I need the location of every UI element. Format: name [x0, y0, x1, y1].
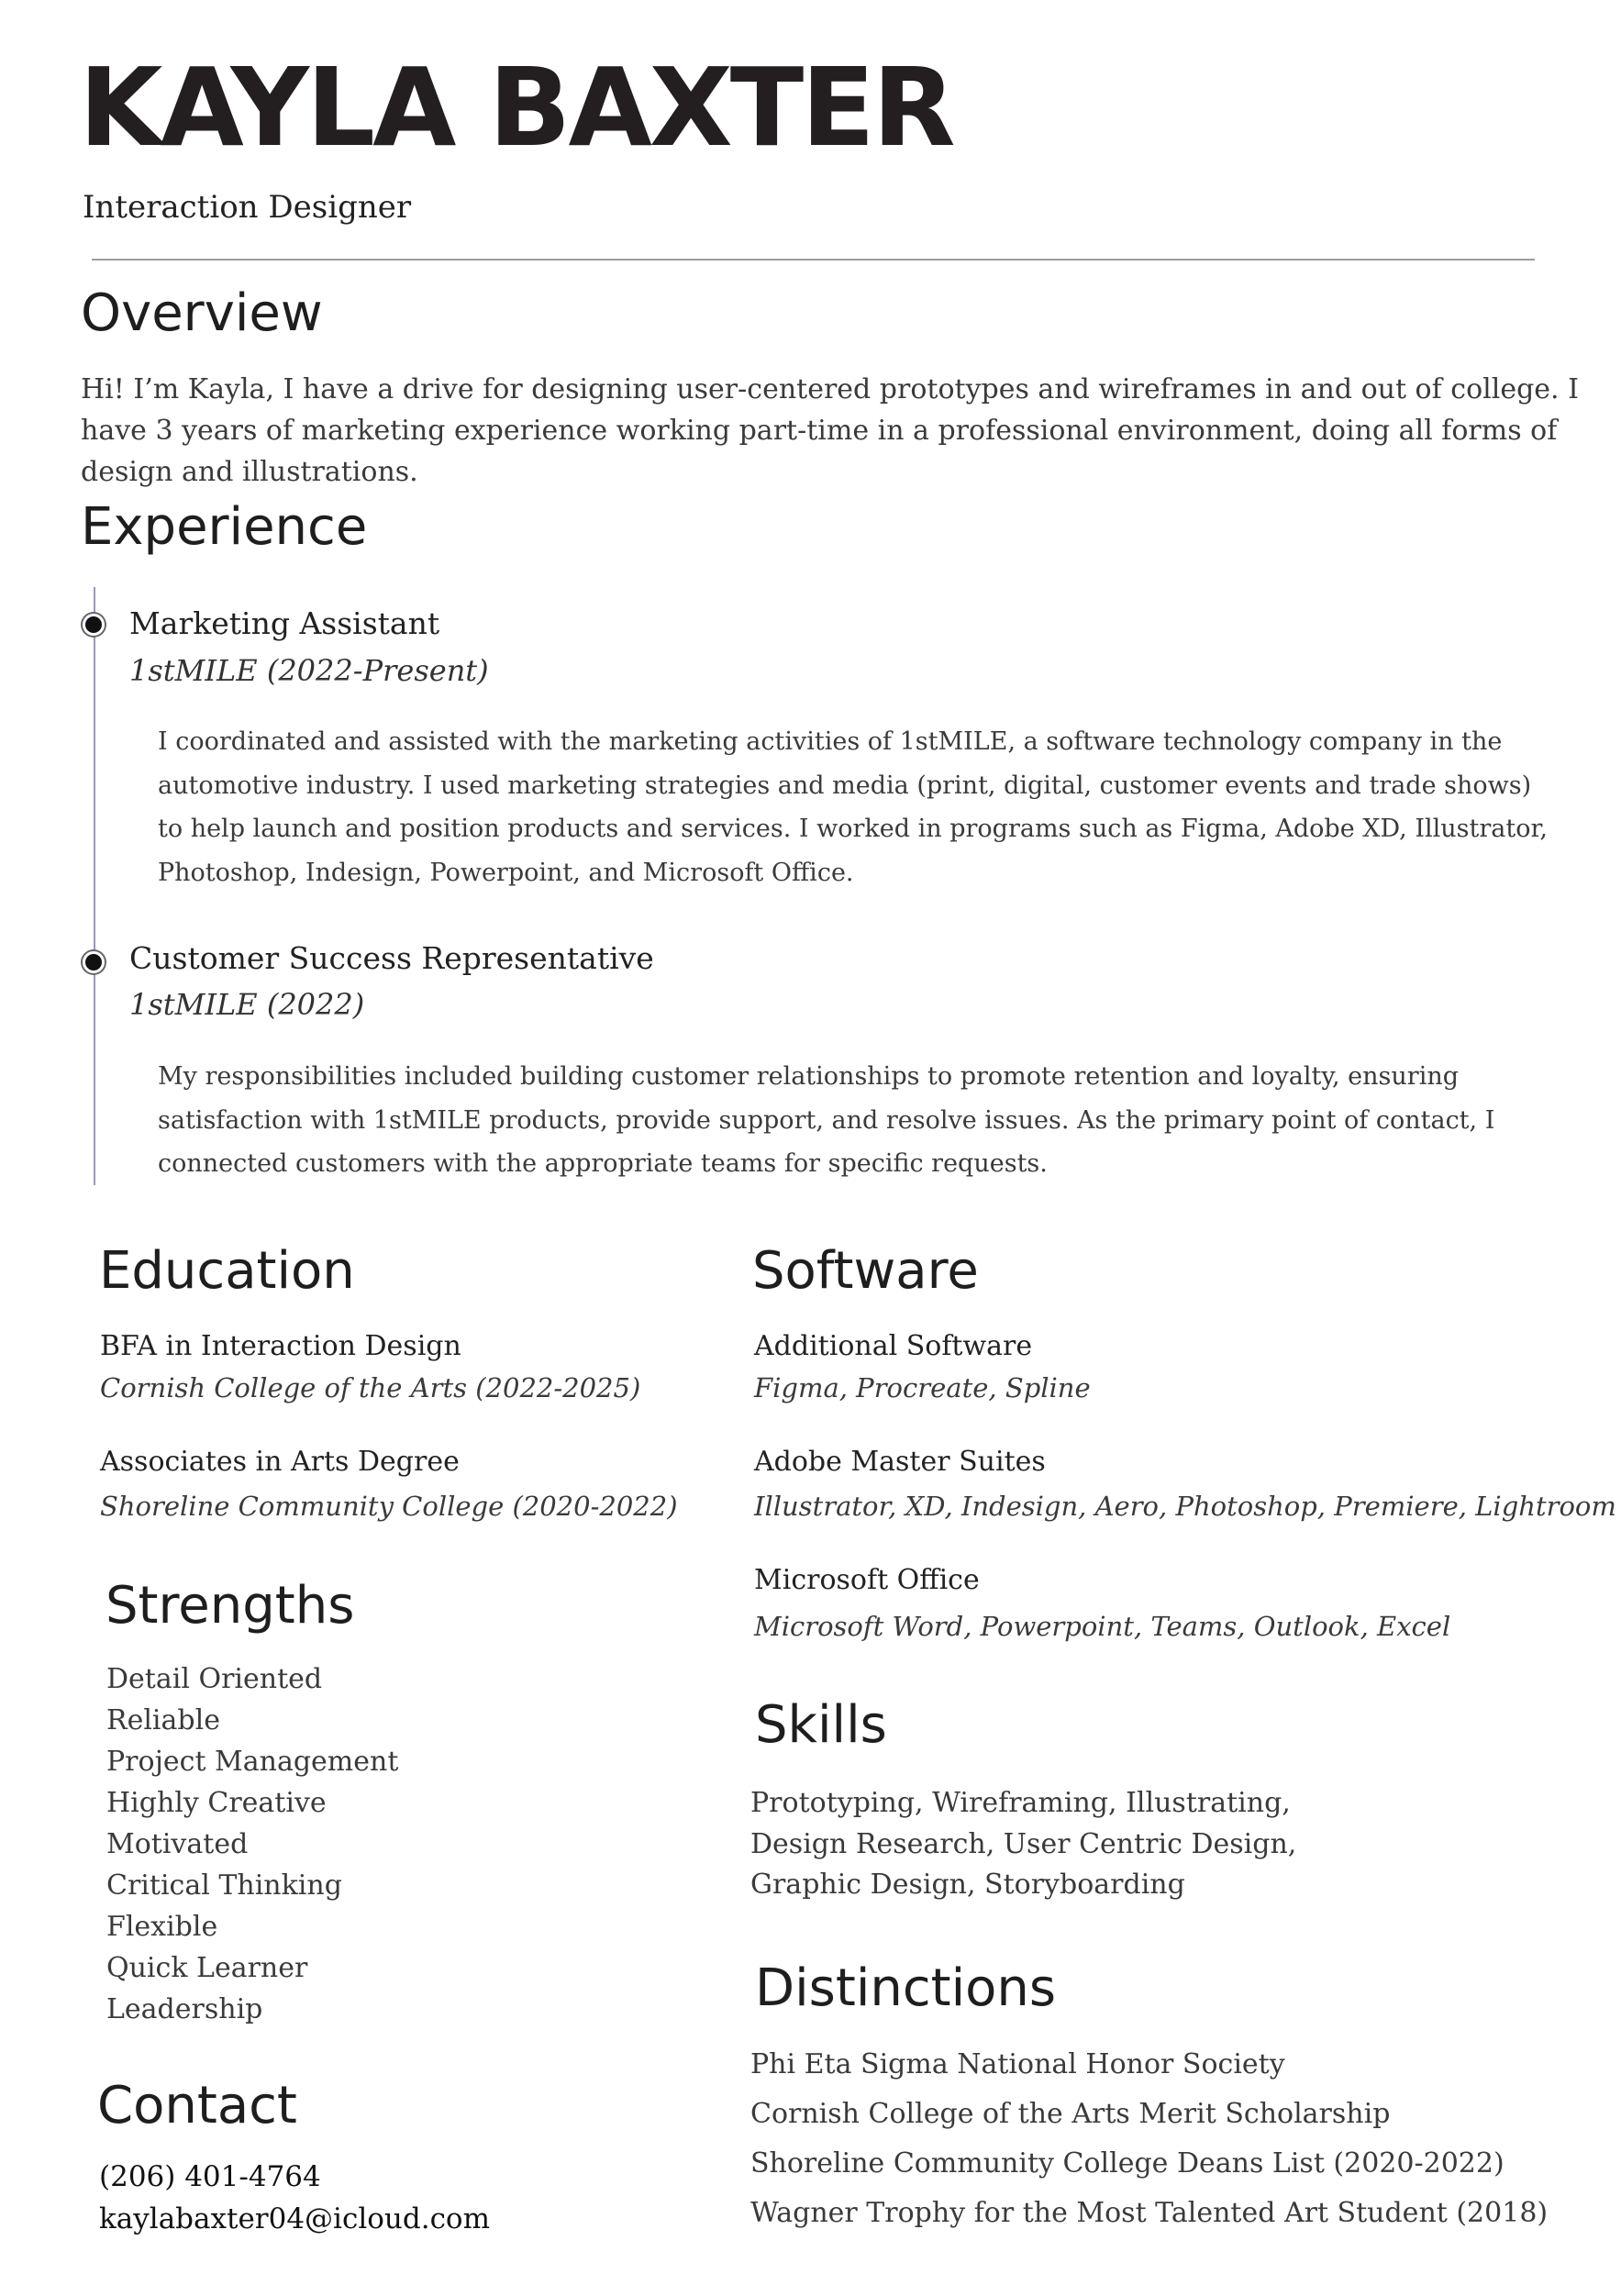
contact-heading: Contact	[97, 2076, 297, 2135]
job-company: 1stMILE (2022-Present)	[129, 653, 489, 688]
job-title: Marketing Assistant	[129, 605, 440, 641]
list-item: Phi Eta Sigma National Honor Society	[750, 2048, 1285, 2080]
list-item: Motivated	[106, 1828, 249, 1860]
list-item: Detail Oriented	[106, 1663, 323, 1695]
phone-number[interactable]: (206) 401-4764	[99, 2160, 321, 2193]
list-item: Wagner Trophy for the Most Talented Art Student (2018)	[750, 2197, 1549, 2229]
software-category: Additional Software	[754, 1330, 1033, 1362]
list-item: Shoreline Community College Deans List (2020-2022)	[750, 2147, 1504, 2180]
overview-heading: Overview	[81, 283, 323, 343]
education-heading: Education	[99, 1241, 355, 1301]
education-school: Cornish College of the Arts (2022-2025)	[100, 1372, 641, 1403]
list-item: Graphic Design, Storyboarding	[750, 1869, 1185, 1901]
job-title: Customer Success Representative	[129, 940, 654, 976]
strengths-heading: Strengths	[105, 1576, 355, 1636]
list-item: Critical Thinking	[106, 1869, 342, 1902]
list-item: Highly Creative	[106, 1787, 327, 1819]
software-category: Adobe Master Suites	[754, 1446, 1046, 1478]
job-title-subtitle: Interaction Designer	[83, 189, 412, 226]
list-item: Flexible	[106, 1911, 218, 1943]
experience-timeline	[94, 587, 95, 1185]
list-item: Design Research, User Centric Design,	[750, 1827, 1297, 1860]
list-item: Reliable	[106, 1704, 220, 1736]
job-description: I coordinated and assisted with the marketing activities of 1stMILE, a software technology company in the automotive industry. I used marketing strategies and media (print, digital, customer events and trade shows) to help launch and position products and services. I worked in programs such as Figma, Adobe XD, Illustrator, Photoshop, Indesign, Powerpoint, and Microsoft Office.	[158, 727, 1549, 887]
education-degree: Associates in Arts Degree	[100, 1446, 460, 1478]
list-item: Cornish College of the Arts Merit Scholarship	[750, 2098, 1391, 2130]
distinctions-heading: Distinctions	[755, 1958, 1057, 2018]
skills-heading: Skills	[755, 1695, 887, 1755]
education-degree: BFA in Interaction Design	[100, 1330, 461, 1362]
strengths-list	[106, 1658, 398, 2030]
resume-name: KAYLA BAXTER	[79, 44, 953, 171]
header-divider	[92, 259, 1535, 261]
email-address[interactable]: kaylabaxter04@icloud.com	[99, 2202, 490, 2235]
software-list: Microsoft Word, Powerpoint, Teams, Outlook, Excel	[754, 1611, 1451, 1642]
contact-list	[99, 2156, 490, 2240]
list-item: Leadership	[106, 1993, 263, 2025]
timeline-dot	[85, 954, 102, 971]
software-category: Microsoft Office	[754, 1564, 980, 1596]
distinctions-list	[750, 2040, 1548, 2238]
skills-list	[750, 1783, 1296, 1906]
job-description: My responsibilities included building customer relationships to promote retention and loyalty, ensuring satisfaction with 1stMILE products, provide support, and resolve issues. As the primary point of contact, I connected customers with the appropriate teams for specific requests.	[158, 1062, 1495, 1178]
software-list: Illustrator, XD, Indesign, Aero, Photoshop, Premiere, Lightroom	[754, 1491, 1616, 1522]
overview-text: Hi! I’m Kayla, I have a drive for designing user-centered prototypes and wireframes in and out of college. I have 3 years of marketing experience working part-time in a professional environment, doing all forms of design and illustrations.	[81, 373, 1579, 488]
list-item: Quick Learner	[106, 1952, 308, 1984]
experience-heading: Experience	[81, 497, 368, 557]
software-list: Figma, Procreate, Spline	[754, 1372, 1091, 1403]
software-heading: Software	[752, 1241, 979, 1301]
job-company: 1stMILE (2022)	[129, 987, 365, 1022]
education-school: Shoreline Community College (2020-2022)	[100, 1491, 678, 1522]
list-item: Prototyping, Wireframing, Illustrating,	[750, 1787, 1291, 1819]
timeline-dot	[85, 616, 102, 633]
list-item: Project Management	[106, 1746, 399, 1778]
